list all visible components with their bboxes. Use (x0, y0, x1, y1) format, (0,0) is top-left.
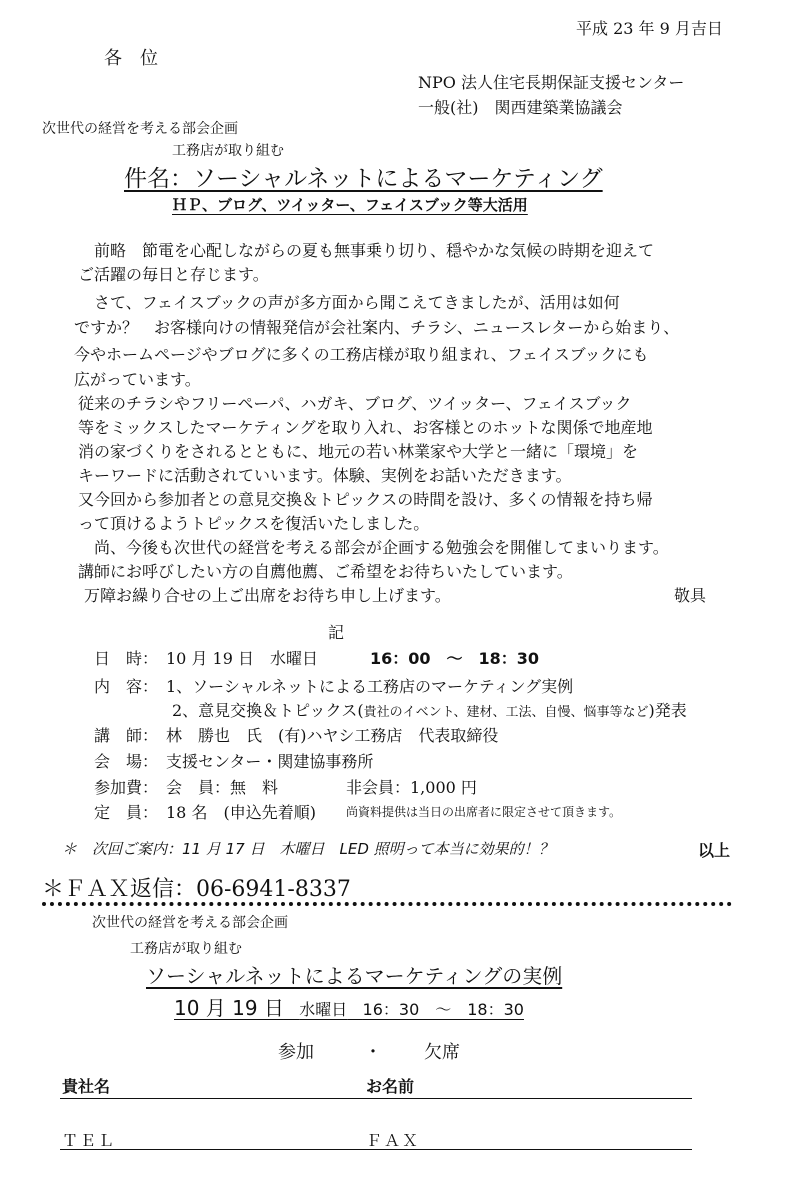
tel-fax-field[interactable] (60, 1149, 692, 1150)
content-label: 内 容： (94, 677, 159, 696)
sender-association: 一般(社) 関西建築業協議会 (418, 98, 623, 117)
body-line: 又今回から参加者との意見交換＆トピックスの時間を設け、多くの情報を持ち帰 (78, 490, 653, 509)
fee-nonmember: 非会員：1,000 円 (346, 778, 477, 797)
body-line: 前略 節電を心配しながらの夏も無事乗り切り、穏やかな気候の時期を迎えて (78, 241, 655, 260)
page-title: 件名：ソーシャルネットによるマーケティング (124, 166, 603, 192)
lecturer-label: 講 師： (94, 726, 159, 745)
attend-option[interactable]: 参加 (278, 1042, 314, 1063)
venue-value: 支援センター・関建協事務所 (166, 752, 374, 771)
body-line: ご活躍の毎日と存じます。 (78, 265, 269, 284)
body-line: キーワードに活動されていいます。体験、実例をお話いただきます。 (78, 466, 572, 485)
content-item-2: 2、意見交換＆トピックス(貴社のイベント、建材、工法、自慢、悩事等など)発表 (172, 701, 687, 720)
fax-label: ＦＡＸ (366, 1131, 421, 1150)
fee-member: 会 員：無 料 (166, 778, 279, 797)
body-line: 広がっています。 (74, 370, 201, 389)
closing: 敬具 (674, 586, 707, 605)
capacity-note: 尚資料提供は当日の出席者に限定させて頂きます。 (346, 805, 622, 819)
body-line: って頂けるようトピックスを復活いたしました。 (78, 514, 430, 533)
sender-npo: NPO 法人住宅長期保証支援センター (418, 73, 685, 92)
ki-heading: 記 (328, 623, 345, 642)
company-label: 貴社名 (62, 1077, 111, 1096)
venue-label: 会 場： (94, 752, 159, 771)
ijo: 以上 (698, 841, 731, 860)
time-value: 16：00 ～ 18：30 (370, 649, 540, 668)
tel-label: ＴＥＬ (62, 1131, 117, 1150)
lecturer-value: 林 勝也 氏 (有)ハヤシ工務店 代表取締役 (166, 726, 499, 745)
reply-title: ソーシャルネットによるマーケティングの実例 (146, 964, 563, 988)
sub-org: 工務店が取り組む (172, 143, 284, 159)
capacity-value: 18 名 (申込先着順) (166, 803, 316, 822)
issue-date: 平成 23 年 9 月吉日 (576, 19, 723, 38)
date-value: 10 月 19 日 水曜日 (166, 649, 334, 668)
body-line: 従来のチラシやフリーペーパ、ハガキ、ブログ、ツイッター、フェイスブック (78, 394, 632, 413)
body-line: 万障お繰り合せの上ご出席をお待ち申し上げます。 (84, 586, 451, 605)
content-item-1: 1、ソーシャルネットによる工務店のマーケティング実例 (166, 677, 574, 696)
company-name-field[interactable] (60, 1098, 692, 1099)
body-line: さて、フェイスブックの声が多方面から聞こえてきましたが、活用は如何 (78, 293, 620, 312)
body-line: 尚、今後も次世代の経営を考える部会が企画する勉強会を開催してまいります。 (78, 538, 669, 557)
reply-sub-org: 工務店が取り組む (130, 941, 242, 957)
reply-date: 10 月 19 日 水曜日 16：30 ～ 18：30 (174, 996, 524, 1020)
recipients: 各 位 (104, 48, 158, 69)
org-note: 次世代の経営を考える部会企画 (42, 121, 238, 137)
attend-separator: ・ (364, 1042, 382, 1063)
cut-line (42, 902, 732, 906)
fax-header: ＊ＦＡＸ返信：06-6941-8337 (42, 877, 351, 902)
reply-org-note: 次世代の経営を考える部会企画 (92, 915, 288, 931)
capacity-label: 定 員： (94, 803, 159, 822)
body-line: 今やホームページやブログに多くの工務店様が取り組まれ、フェイスブックにも (74, 345, 649, 364)
subtitle: ＨＰ、ブログ、ツイッター、フェイスブック等大活用 (172, 196, 528, 214)
body-line: ですか？ お客様向けの情報発信が会社案内、チラシ、ニュースレターから始まり、 (74, 318, 680, 337)
fee-label: 参加費： (94, 778, 159, 797)
name-label: お名前 (366, 1077, 415, 1096)
body-line: 講師にお呼びしたい方の自薦他薦、ご希望をお待ちいたしています。 (78, 562, 573, 581)
body-line: 等をミックスしたマーケティングを取り入れ、お客様とのホットな関係で地産地 (78, 418, 653, 437)
date-label: 日 時： (94, 649, 159, 668)
body-line: 消の家づくりをされるとともに、地元の若い林業家や大学と一緒に「環境」を (78, 442, 639, 461)
absent-option[interactable]: 欠席 (424, 1042, 460, 1063)
next-notice: ＊ 次回ご案内：11 月 17 日 木曜日 LED 照明って本当に効果的！？ (62, 840, 554, 858)
